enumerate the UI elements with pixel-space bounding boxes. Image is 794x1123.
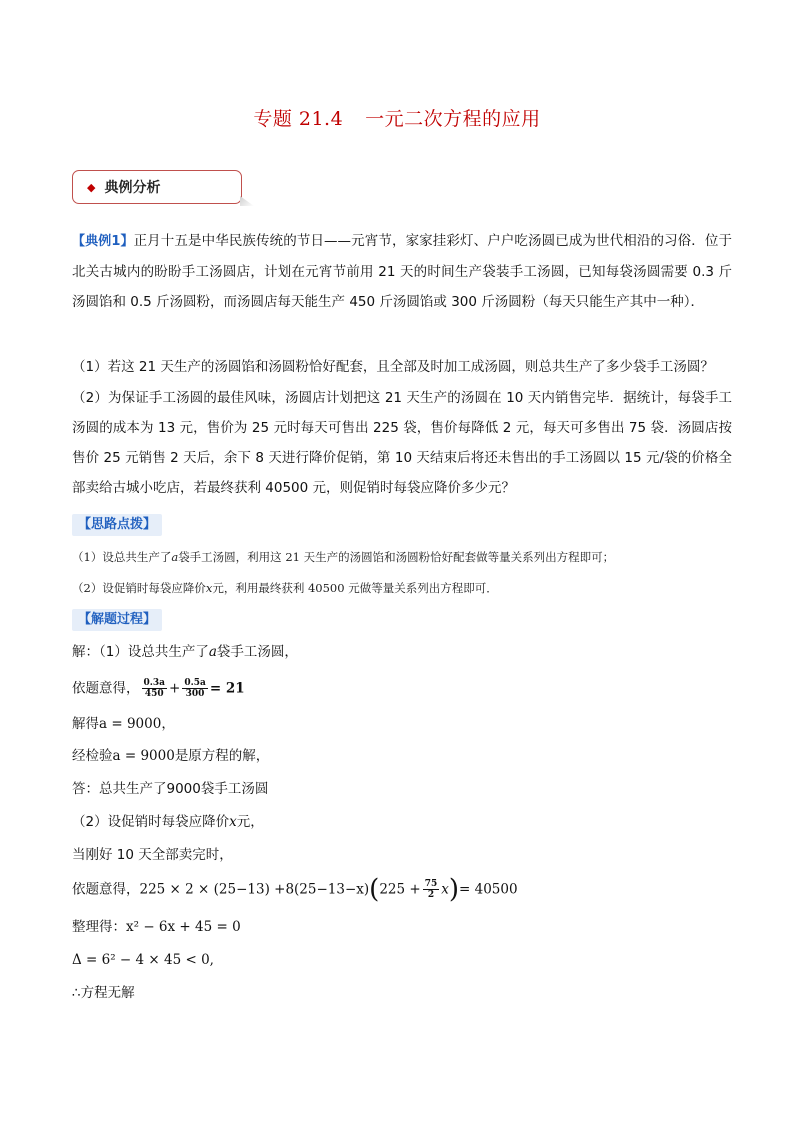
- sol-10m: Δ = 6² − 4 × 45 < 0,: [72, 952, 214, 968]
- solution-line-10: [72, 950, 214, 970]
- example-body: [72, 226, 732, 317]
- sol-8m4: = 40500: [459, 881, 518, 898]
- example-tag: 【典例1】: [72, 234, 134, 249]
- sol-1b: 袋手工汤圆，: [216, 644, 298, 660]
- hint-2-b: 元，利用最终获利 40500 元做等量关系列出方程即可．: [212, 581, 498, 595]
- hint-1-var: a: [171, 550, 179, 564]
- solution-line-2: [72, 678, 245, 699]
- solution-tag: 【解题过程】: [72, 609, 162, 631]
- page-title: [0, 104, 794, 131]
- plus-sign: +: [169, 680, 181, 697]
- hint-1-b: 袋手工汤圆，利用这 21 天生产的汤圆馅和汤圆粉恰好配套做等量关系列出方程即可；: [178, 550, 615, 564]
- sol-8m3: x: [441, 881, 449, 898]
- title-part1: 专题 21.4: [253, 108, 344, 130]
- sol-8m2: 225 +: [379, 881, 421, 898]
- question-2: （2）为保证手工汤圆的最佳风味，汤圆店计划把这 21 天生产的汤圆在 10 天内销售完毕．据统计，每袋手工汤圆的成本为 13 元，售价为 25 元时每天可售出 225 袋，售价每降低 2 元，每天可多售出 75 袋．汤圆店按售价 25 元销售 2 天后，余下 8 天进行降价促销，第 10 天结束后将还未售出的手工汤圆以 15 元/袋的价格全部卖给古城小吃店，若最终获利 40500 元，则促销时每袋应降价多少元？: [72, 390, 732, 496]
- hint-2-var: x: [205, 581, 213, 595]
- sol-1var: a: [208, 644, 217, 660]
- eq-21: = 21: [209, 680, 245, 697]
- frac-2-den: 300: [185, 689, 205, 699]
- fraction-2: [182, 678, 208, 699]
- hint-1-a: （1）设总共生产了: [72, 550, 172, 564]
- sol-1a: 解：（1）设总共生产了: [72, 644, 209, 660]
- section-label: 典例分析: [104, 180, 161, 196]
- frac-3-num: 75: [424, 879, 438, 889]
- sol-6a: （2）设促销时每袋应降价: [72, 814, 230, 830]
- sol-9m: x² − 6x + 45 = 0: [126, 919, 241, 935]
- solution-line-4: [72, 746, 269, 766]
- hint-2: [72, 579, 752, 597]
- sol-3m: a = 9000: [99, 716, 162, 732]
- sol-4a: 经检验: [72, 748, 113, 764]
- sol-4m: a = 9000: [112, 748, 175, 764]
- sol-9a: 整理得：: [72, 919, 126, 935]
- solution-line-11: ∴方程无解: [72, 985, 135, 1001]
- sol-2a: 依题意得，: [72, 680, 140, 697]
- question-1: （1）若这 21 天生产的汤圆馅和汤圆粉恰好配套，且全部及时加工成汤圆，则总共生产了多少袋手工汤圆？: [72, 359, 714, 375]
- frac-1-den: 450: [144, 689, 164, 699]
- solution-line-3: [72, 714, 175, 734]
- sol-3a: 解得: [72, 716, 99, 732]
- open-paren: (: [369, 874, 380, 905]
- solution-line-6: [72, 812, 264, 832]
- sol-3b: ，: [161, 716, 175, 732]
- title-part2: 一元二次方程的应用: [365, 108, 541, 130]
- sol-6var: x: [229, 814, 237, 830]
- solution-line-5: 答：总共生产了9000袋手工汤圆: [72, 781, 269, 797]
- close-paren: ): [448, 874, 460, 905]
- sol-8m1: 225 × 2 × (25−13) +8(25−13−x): [139, 881, 370, 898]
- solution-line-9: [72, 917, 241, 937]
- section-shadow: [240, 196, 254, 206]
- diamond-icon: ◆: [87, 180, 96, 194]
- sol-4b: 是原方程的解，: [174, 748, 270, 764]
- frac-1-num: 0.3a: [143, 678, 165, 688]
- section-header: [72, 170, 242, 204]
- sol-8a: 依题意得，: [72, 881, 140, 898]
- hint-1: [72, 548, 752, 566]
- sol-6b: 元，: [236, 814, 264, 830]
- solution-line-1: [72, 642, 298, 662]
- example-text: 正月十五是中华民族传统的节日——元宵节，家家挂彩灯、户户吃汤圆已成为世代相沿的习俗．位于北关古城内的盼盼手工汤圆店，计划在元宵节前用 21 天的时间生产袋装手工汤圆，已知每袋汤圆需要 0.3 斤汤圆馅和 0.5 斤汤圆粉，而汤圆店每天能生产 450 斤汤圆馅或 300 斤汤圆粉（每天只能生产其中一种）．: [72, 233, 733, 310]
- hint-tag: 【思路点拨】: [72, 514, 162, 536]
- frac-3-den: 2: [427, 890, 435, 900]
- solution-line-7: 当刚好 10 天全部卖完时，: [72, 847, 233, 863]
- fraction-1: [142, 678, 168, 699]
- hint-2-a: （2）设促销时每袋应降价: [72, 581, 206, 595]
- frac-2-num: 0.5a: [184, 678, 206, 688]
- solution-line-8: [72, 874, 518, 905]
- fraction-3: [423, 879, 440, 900]
